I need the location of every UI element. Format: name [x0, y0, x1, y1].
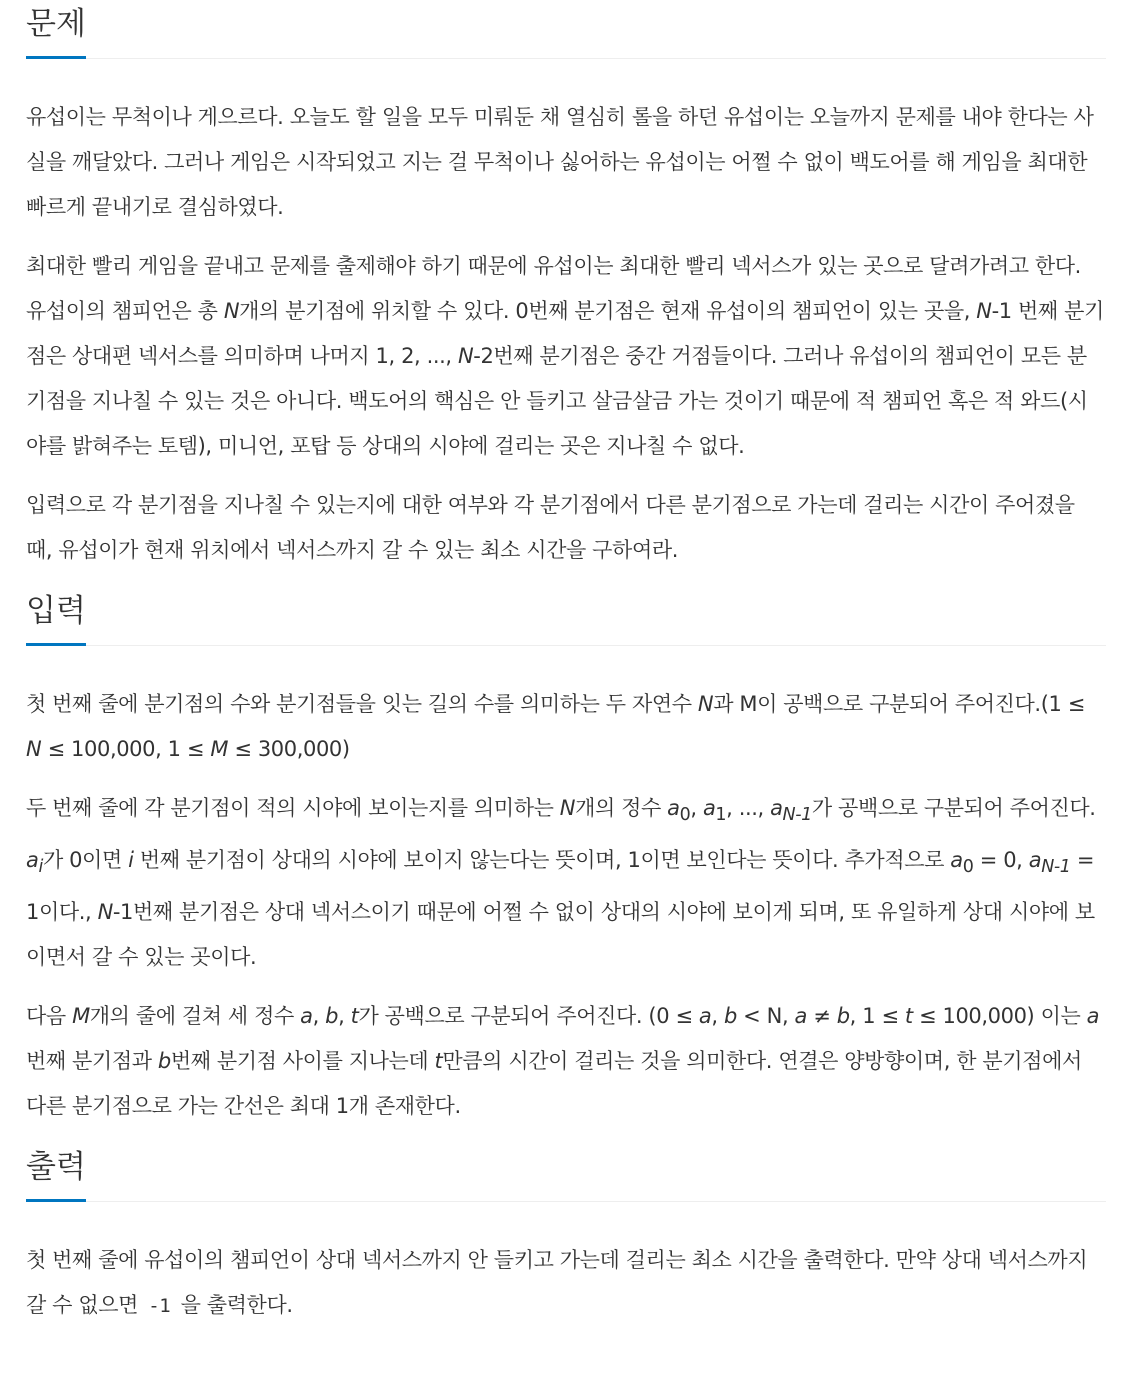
text-span: 두 번째 줄에 각 분기점이 적의 시야에 보이는지를 의미하는 — [26, 796, 560, 820]
text-span: = 0, — [973, 848, 1029, 873]
text-span: < N, — [736, 1004, 795, 1029]
section-output — [26, 1143, 1106, 1329]
text-span: 개의 줄에 걸쳐 세 정수 — [89, 1004, 301, 1029]
text-span: 과 M이 공백으로 구분되어 주어진다.(1 ≤ — [713, 692, 1085, 716]
math-var: a — [1086, 1004, 1100, 1029]
math-var: t — [904, 1004, 913, 1029]
math-var: t — [434, 1049, 443, 1074]
text-span: = 1이다., — [26, 848, 1095, 925]
text-span: 다음 — [26, 1004, 73, 1029]
math-var: a — [794, 1004, 807, 1029]
text-span: , — [338, 1004, 351, 1029]
math-var: b — [157, 1049, 171, 1074]
text-span: 번째 분기점과 — [26, 1049, 158, 1074]
text-span: 첫 번째 줄에 분기점의 수와 분기점들을 잇는 길의 수를 의미하는 두 자연수 — [26, 692, 698, 716]
math-var: a — [698, 1004, 712, 1029]
math-subscript: 0 — [962, 857, 974, 878]
text-span: 가 공백으로 구분되어 주어진다. (0 ≤ — [358, 1004, 699, 1029]
text-span: ≤ 100,000) 이는 — [912, 1004, 1087, 1029]
math-var: a — [950, 848, 963, 873]
text-span: 첫 번째 줄에 유섭이의 챔피언이 상대 넥서스까지 안 들키고 가는데 걸리는 최소 시간을 출력한다. 만약 상대 넥서스까지 갈 수 없으면 — [26, 1248, 1088, 1318]
math-subscript: N-1 — [782, 805, 812, 826]
math-var: N — [223, 299, 240, 323]
text-span: ≠ — [806, 1004, 837, 1029]
section-header — [26, 0, 1106, 59]
math-var: N — [457, 344, 474, 368]
text-span: 번째 분기점이 상대의 시야에 보이지 않는다는 뜻이며, 1이면 보인다는 뜻이다. 추가적으로 — [133, 848, 951, 873]
math-var: a — [770, 796, 783, 820]
text-span: 가 0이면 — [42, 848, 129, 873]
math-subscript: 0 — [679, 805, 691, 826]
section-header — [26, 587, 1106, 646]
text-span: -2번째 분기점은 중간 거점들이다. 그러나 유섭이의 챔피언이 모든 분기점을 지나칠 수 있는 것은 아니다. 백도어의 핵심은 안 들키고 살금살금 가는 것이기 때문에 적 챔피언 혹은 적 와드(시야를 밝혀주는 토템), 미니언, 포탑 등 상대의 시야에 걸리는 곳은 지나칠 수 없다. — [26, 344, 1088, 458]
math-subscript: N-1 — [1041, 857, 1071, 878]
text-span: , — [690, 796, 703, 820]
text-span: -1 번째 분기점은 상대편 넥서스를 의미하며 나머지 1, 2, ..., — [26, 299, 1104, 368]
math-var: N — [559, 796, 576, 820]
math-var: b — [836, 1004, 850, 1029]
text-span: , — [711, 1004, 724, 1029]
text-span: 최대한 빨리 게임을 끝내고 문제를 출제해야 하기 때문에 유섭이는 최대한 빨리 넥서스가 있는 곳으로 달려가려고 한다. 유섭이의 챔피언은 총 — [26, 254, 1081, 323]
math-subscript: 1 — [715, 805, 727, 826]
input-paragraph-2 — [26, 786, 1106, 980]
math-var: a — [26, 848, 39, 873]
math-var: N — [976, 299, 992, 323]
problem-paragraph-1: 유섭이는 무척이나 게으르다. 오늘도 할 일을 모두 미뤄둔 채 열심히 롤을 하던 유섭이는 오늘까지 문제를 내야 한다는 사실을 깨달았다. 그러나 게임은 시작되었고 지는 걸 무척이나 싫어하는 유섭이는 어쩔 수 없이 백도어를 해 게임을 최대한 빠르게 끝내기로 결심하였다. — [26, 105, 1094, 219]
text-span: ≤ 300,000) — [228, 737, 350, 761]
output-paragraph-1 — [26, 1238, 1106, 1329]
text-span: ≤ 100,000, 1 ≤ — [41, 737, 211, 761]
math-var: N — [26, 737, 42, 761]
input-paragraph-1 — [26, 682, 1106, 772]
math-var: N — [697, 692, 714, 716]
text-span: , — [312, 1004, 326, 1029]
section-problem — [26, 0, 1106, 573]
text-span: 가 공백으로 구분되어 주어진다. — [811, 796, 1096, 820]
math-var: a — [667, 796, 680, 820]
section-input — [26, 587, 1106, 1129]
math-var: b — [723, 1004, 737, 1029]
math-var: a — [702, 796, 716, 820]
math-var: i — [128, 848, 134, 873]
math-var: t — [350, 1004, 359, 1029]
section-header — [26, 1143, 1106, 1202]
section-title-output: 출력 — [26, 1143, 86, 1202]
section-title-input: 입력 — [26, 587, 86, 646]
math-var: N — [97, 900, 113, 925]
text-span: 번째 분기점 사이를 지나는데 — [170, 1049, 435, 1074]
math-var: a — [300, 1004, 313, 1029]
input-paragraph-3 — [26, 994, 1106, 1129]
problem-paragraph-2 — [26, 244, 1106, 469]
section-title-problem: 문제 — [26, 0, 86, 59]
math-var: M — [72, 1004, 90, 1029]
math-var: b — [325, 1004, 339, 1029]
text-span: 개의 정수 — [575, 796, 668, 820]
math-var: a — [1028, 848, 1042, 873]
text-span: 만큼의 시간이 걸리는 것을 의미한다. 연결은 양방향이며, 한 분기점에서 다른 분기점으로 가는 간선은 최대 1개 존재한다. — [26, 1049, 1082, 1119]
math-var: M — [210, 737, 229, 761]
text-span: 개의 분기점에 위치할 수 있다. 0번째 분기점은 현재 유섭이의 챔피언이 있는 곳을, — [239, 299, 977, 323]
text-span: , ..., — [726, 796, 771, 820]
text-span: 을 출력한다. — [174, 1293, 293, 1318]
problem-paragraph-3: 입력으로 각 분기점을 지나칠 수 있는지에 대한 여부와 각 분기점에서 다른 분기점으로 가는데 걸리는 시간이 주어졌을 때, 유섭이가 현재 위치에서 넥서스까지 갈 수 있는 최소 시간을 구하여라. — [26, 493, 1075, 562]
text-span: , 1 ≤ — [849, 1004, 905, 1029]
math-subscript: i — [38, 857, 43, 878]
inline-code: -1 — [148, 1295, 171, 1318]
text-span: -1번째 분기점은 상대 넥서스이기 때문에 어쩔 수 없이 상대의 시야에 보이게 되며, 또 유일하게 상대 시야에 보이면서 갈 수 있는 곳이다. — [26, 900, 1095, 970]
